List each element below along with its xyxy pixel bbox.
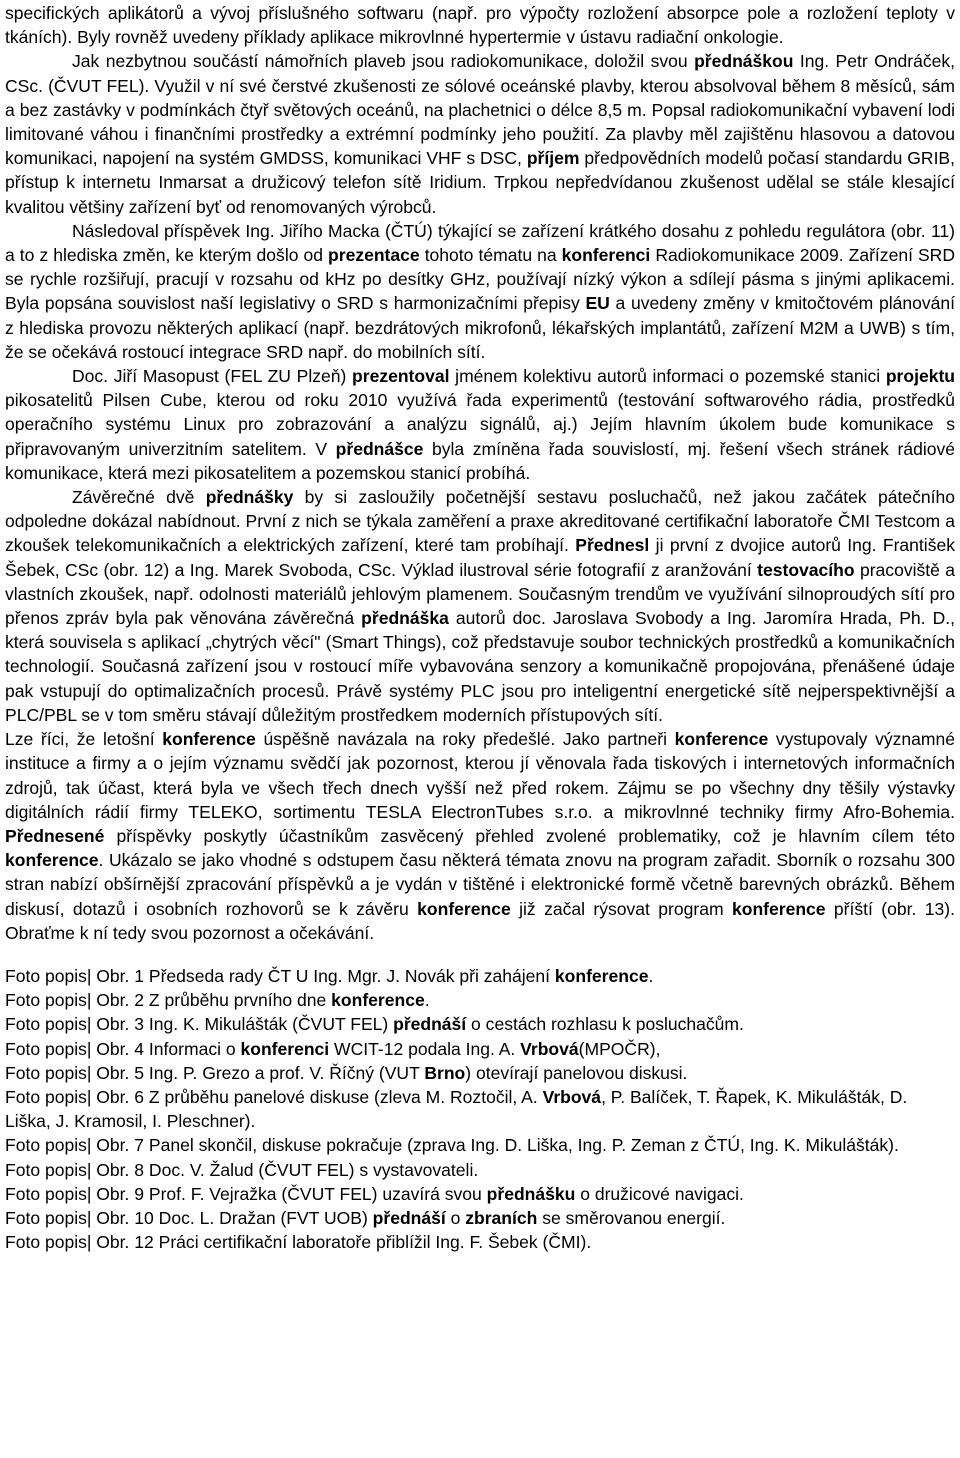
paragraph <box>5 219 955 364</box>
text-run: o družicové navigaci. <box>575 1183 744 1204</box>
paragraph <box>5 485 955 727</box>
photo-caption <box>5 1085 955 1133</box>
bold-text: Přednesl <box>575 535 650 556</box>
text-run: příští (obr. 13). Obraťme k ní tedy svou pozornost a očekávání. <box>5 898 955 943</box>
text-run: již začal rýsovat program <box>510 898 732 919</box>
photo-caption <box>5 1182 955 1206</box>
photo-caption <box>5 1206 955 1230</box>
text-run: by si zasloužily početnější sestavu posluchačů, než jakou začátek pátečního odpoledne dokázal nabídnout. První z nich se týkala zaměření a praxe akreditované certifikační laboratoře ČMI Testcom a zkoušek telekomunikačních a elektrických zařízení, které tam probíhají. <box>5 487 955 556</box>
text-run: (MPOČR), <box>578 1038 661 1059</box>
paragraph <box>5 49 955 218</box>
text-run: Foto popis| Obr. 9 Prof. F. Vejražka (ČVUT FEL) uzavírá svou <box>5 1183 487 1204</box>
text-run: úspěšně navázala na roky předešlé. Jako partneři <box>255 729 675 750</box>
photo-caption <box>5 964 955 988</box>
text-run: se směrovanou energií. <box>537 1207 726 1228</box>
bold-text: testovacího <box>757 559 855 580</box>
text-run: Foto popis| Obr. 3 Ing. K. Mikulášták (ČVUT FEL) <box>5 1014 394 1035</box>
section-gap <box>5 945 955 964</box>
text-run: Foto popis| Obr. 5 Ing. P. Grezo a prof. V. Říčný (VUT <box>5 1062 425 1083</box>
text-run: o <box>445 1207 466 1228</box>
text-run: autorů doc. Jaroslava Svobody a Ing. Jaromíra Hrada, Ph. D., která souvisela s aplikací „chytrých věcí" (Smart Things), což představuje soubor technických prostředků a komunikačních technologií. Současná zařízení jsou v rostoucí míře vybavována senzory a komunikačně propojována, přenášené údaje pak vstupují do optimalizačních procesů. Právě systémy PLC jsou pro inteligentní energetické sítě nejperspektivnější a PLC/PBL se v tom směru stávají důležitým prostředkem moderních přístupových sítí. <box>5 608 955 725</box>
bold-text: konference <box>331 990 425 1011</box>
text-run: předpovědních modelů počasí standardu GRIB, přístup k internetu Inmarsat a družicový telefon sítě Iridium. Trpkou nepředvídanou zkušenost udělal se stále klesající kvalitou většiny zařízení byť od renomovaných výrobců. <box>5 148 955 217</box>
photo-captions <box>5 964 955 1254</box>
text-run: Foto popis| Obr. 1 Předseda rady ČT U Ing. Mgr. J. Novák při zahájení <box>5 965 555 986</box>
text-run: pracoviště a vlastních zkoušek, např. odolnosti materiálů jehlovým plamenem. Současným trendům ve využívání silnoproudých sítí pro přenos zpráv byla pak věnována závěrečná <box>5 559 955 629</box>
text-run: jménem kolektivu autorů informaci o pozemské stanici <box>449 366 886 387</box>
bold-text: Přednesené <box>5 825 105 846</box>
text-run: Foto popis| Obr. 4 Informaci o <box>5 1038 241 1059</box>
text-run: Foto popis| Obr. 6 Z průběhu panelové diskuse (zleva M. Roztočil, A. <box>5 1086 543 1107</box>
text-run: ji první z dvojice autorů Ing. František Šebek, CSc (obr. 12) a Ing. Marek Svoboda, CSc. Výklad ilustroval série fotografií z aranžování <box>5 535 955 580</box>
bold-text: přednáší <box>393 1014 467 1035</box>
text-run: byla zmíněna řada souvislostí, mj. řešení všech stránek rádiové komunikace, která mezi pikosatelitem a pozemskou stanicí probíhá. <box>5 438 955 483</box>
article-body <box>5 1 955 945</box>
bold-text: konferenci <box>240 1038 330 1059</box>
text-run: tohoto tématu na <box>419 245 562 266</box>
photo-caption <box>5 1230 955 1254</box>
text-run: o cestách rozhlasu k posluchačům. <box>466 1014 744 1035</box>
photo-caption <box>5 1061 955 1085</box>
bold-text: přednášce <box>335 438 424 459</box>
photo-caption <box>5 1158 955 1182</box>
bold-text: příjem <box>526 148 580 169</box>
paragraph <box>5 364 955 485</box>
text-run: . <box>424 990 430 1011</box>
text-run: Závěrečné dvě <box>72 487 206 508</box>
bold-text: přednášku <box>486 1183 576 1204</box>
photo-caption <box>5 1037 955 1061</box>
text-run: . Ukázalo se jako vhodné s odstupem času některá témata znovu na program zařadit. Sborník o rozsahu 300 stran nabízí obšírnější zpracování příspěvků a je vydán v tištěné i elektronické formě včetně barevných obrázků. Během diskusí, dotazů i osobních rozhovorů se k závěru <box>5 850 955 919</box>
text-run: Foto popis| Obr. 8 Doc. V. Žalud (ČVUT FEL) s vystavovateli. <box>5 1159 479 1180</box>
bold-text: prezentoval <box>352 366 450 387</box>
bold-text: přednáší <box>372 1207 446 1228</box>
bold-text: konference <box>162 729 256 750</box>
bold-text: Vrbová <box>520 1038 579 1059</box>
text-run: Ing. Petr Ondráček, CSc. (ČVUT FEL). Využil v ní své čerstvé zkušenosti ze sólové oceánské plavby, kterou absolvoval během 8 měsíců, sám a bez zastávky v podmínkách čtyř světových oceánů, na plachetnici o délce 8,5 m. Popsal radiokomunikační vybavení lodi limitované váhou i finančními prostředky a extrémní podmínky jeho použití. Za plavby měl zajištěnu hlasovou a datovou komunikaci, napojení na systém GMDSS, komunikaci VHF s DSC, <box>5 51 955 169</box>
bold-text: přednáška <box>361 608 449 629</box>
text-run: . <box>648 965 654 986</box>
bold-text: EU <box>585 293 610 314</box>
bold-text: prezentace <box>328 245 420 266</box>
text-run: příspěvky poskytly účastníkům zasvěcený přehled zvolené problematiky, což je hlavním cílem této <box>104 825 955 846</box>
text-run: WCIT-12 podala Ing. A. <box>329 1038 521 1059</box>
text-run: ) otevírají panelovou diskusi. <box>465 1062 688 1083</box>
bold-text: Brno <box>424 1062 466 1083</box>
paragraph <box>5 727 955 945</box>
photo-caption <box>5 988 955 1012</box>
photo-caption <box>5 1133 955 1157</box>
text-run: Foto popis| Obr. 10 Doc. L. Dražan (FVT UOB) <box>5 1207 373 1228</box>
photo-caption <box>5 1012 955 1036</box>
bold-text: přednáškou <box>694 51 794 72</box>
bold-text: zbraních <box>465 1207 538 1228</box>
bold-text: přednášky <box>205 487 294 508</box>
bold-text: konference <box>417 898 511 919</box>
bold-text: projektu <box>885 366 956 387</box>
text-run: pikosatelitů Pilsen Cube, kterou od roku 2010 využívá řada experimentů (testování softwarového rádia, prostředků operačního systému Linux pro zobrazování a analýzu signálů, aj.) Jejím hlavním úkolem bude komunikace s připravovaným univerzitním satelitem. V <box>5 390 955 459</box>
text-run: Následoval příspěvek Ing. Jiřího Macka (ČTÚ) týkající se zařízení krátkého dosahu z pohledu regulátora (obr. 11) a to z hlediska změn, ke kterým došlo od <box>5 220 955 266</box>
text-run: specifických aplikátorů a vývoj příslušného softwaru (např. pro výpočty rozložení absorpce pole a rozložení teploty v tkáních). Byly rovněž uvedeny příklady aplikace mikrovlnné hypertermie v ústavu radiační onkologie. <box>5 3 955 48</box>
text-run: Doc. Jiří Masopust (FEL ZU Plzeň) <box>72 366 353 387</box>
bold-text: konference <box>5 850 99 871</box>
paragraph <box>5 1 955 49</box>
text-run: , P. Balíček, T. Řapek, K. Mikulášták, D. Liška, J. Kramosil, I. Pleschner). <box>5 1086 908 1132</box>
text-run: Lze říci, že letošní <box>5 729 163 750</box>
bold-text: konference <box>731 898 826 919</box>
text-run: Foto popis| Obr. 7 Panel skončil, diskuse pokračuje (zprava Ing. D. Liška, Ing. P. Zeman z ČTÚ, Ing. K. Mikulášták). <box>5 1135 899 1156</box>
bold-text: konferenci <box>561 245 651 266</box>
text-run: Foto popis| Obr. 12 Práci certifikační laboratoře přiblížil Ing. F. Šebek (ČMI). <box>5 1232 592 1253</box>
bold-text: Vrbová <box>542 1086 602 1107</box>
text-run: vystupovaly významné instituce a firmy a o jejím významu svědčí jak pozornost, kterou jí věnovala řada tiskových i internetových informačních zdrojů, tak účast, která byla ve všech třech dnech vyšší než před rokem. Zájmu se po všechny dny těšily výstavky digitálních rádií firmy TELEKO, sortimentu TESLA ElectronTubes s.r.o. a mikrovlnné techniky firmy Afro-Bohemia. <box>5 729 955 822</box>
text-run: a uvedeny změny v kmitočtovém plánování z hlediska provozu některých aplikací (např. bezdrátových mikrofonů, lékařských implantátů, zařízení M2M a UWB) s tím, že se očekává rostoucí integrace SRD např. do mobilních sítí. <box>5 293 955 362</box>
text-run: Foto popis| Obr. 2 Z průběhu prvního dne <box>5 990 332 1011</box>
text-run: Radiokomunikace 2009. Zařízení SRD se rychle rozšiřují, pracují v rozsahu od kHz po desítky GHz, používají nízký výkon a sdílejí pásma s jinými aplikacemi. Byla popsána souvislost naší legislativy o SRD s harmonizačními přepisy <box>5 245 955 314</box>
bold-text: konference <box>554 965 649 986</box>
bold-text: konference <box>674 729 769 750</box>
text-run: Jak nezbytnou součástí námořních plaveb jsou radiokomunikace, doložil svou <box>72 51 695 72</box>
